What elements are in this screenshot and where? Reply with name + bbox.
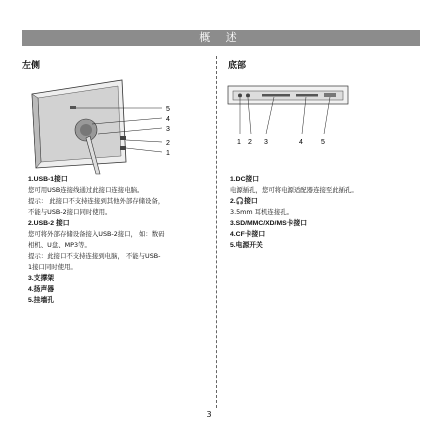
left-side-illustration [22, 76, 212, 176]
item-line: 提示： 此接口不支持连接到其他外部存储设备， [28, 197, 165, 205]
item-heading: 3.SD/MMC/XD/MS卡接口 [230, 220, 308, 227]
item-heading: 2.🎧接口 [230, 198, 258, 205]
bottom-callout-4: 4 [299, 139, 303, 146]
item-heading: 1.USB-1接口 [28, 176, 68, 183]
left-callout-4: 4 [166, 116, 170, 123]
bottom-callout-1: 1 [237, 139, 241, 146]
bottom-side-illustration [226, 84, 426, 154]
item-heading: 5.电源开关 [230, 242, 263, 249]
section-header: 概 述 [22, 30, 420, 46]
left-description [28, 174, 214, 306]
bottom-description [230, 174, 426, 251]
bottom-callout-5: 5 [321, 139, 325, 146]
bottom-callout-2: 2 [248, 139, 252, 146]
left-callout-2: 2 [166, 140, 170, 147]
item-heading: 4.扬声器 [28, 286, 55, 293]
item-line: 您可用USB连接线通过此接口连接电脑。 [28, 186, 144, 194]
column-divider [216, 56, 217, 408]
item-line: 电源插孔，您可将电源适配器连接至此插孔。 [230, 186, 358, 194]
item-heading: 3.支撑架 [28, 275, 55, 282]
item-line: 不能与USB-2接口同时使用。 [28, 208, 112, 216]
item-heading: 4.CF卡接口 [230, 231, 266, 238]
left-callout-1: 1 [166, 150, 170, 157]
left-callout-3: 3 [166, 126, 170, 133]
page-number: 3 [206, 410, 212, 419]
item-heading: 5.挂墙孔 [28, 297, 55, 304]
bottom-callout-3: 3 [264, 139, 268, 146]
item-heading: 2.USB-2 接口 [28, 220, 70, 227]
left-callout-5: 5 [166, 106, 170, 113]
bottom-side-title: 底部 [228, 61, 247, 71]
item-line: 1接口同时使用。 [28, 263, 77, 271]
left-side-title: 左侧 [22, 61, 41, 71]
item-line: 提示：此接口不支持连接到电脑， 不能与USB- [28, 252, 161, 260]
item-line: 相机、U盘、MP3等。 [28, 241, 91, 249]
item-heading: 1.DC接口 [230, 176, 260, 183]
item-line: 3.5mm 耳机连接孔。 [230, 208, 293, 216]
item-line: 您可将外部存储设备接入USB-2接口， 如：数码 [28, 230, 165, 238]
